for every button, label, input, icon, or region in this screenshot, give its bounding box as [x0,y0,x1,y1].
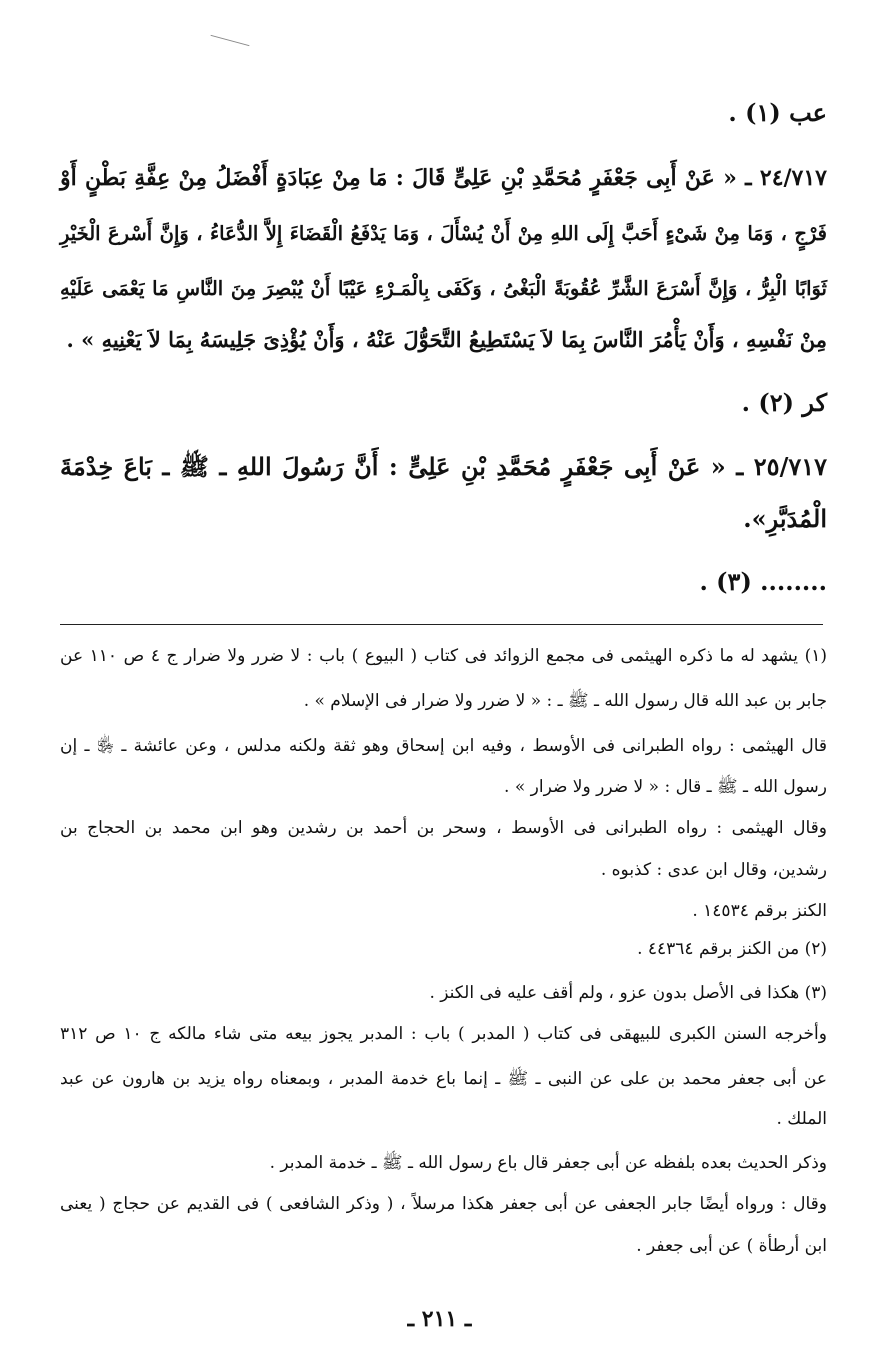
footnote-3-line-5: وذكر الحديث بعده بلفظه عن أبى جعفر قال باع رسول الله ـ ﷺ ـ خدمة المدبر . [269,1153,827,1173]
footnote-2-line-1: (٢) من الكنز برقم ٤٤٣٦٤ . [637,939,827,959]
footnote-3-line-3: عن أبى جعفر محمد بن على عن النبى ـ ﷺ ـ إنما باع خدمة المدبر ، وبمعناه رواه يزيد بن هارون عن عبد [60,1069,827,1089]
footnote-1-line-3: قال الهيثمى : رواه الطبرانى فى الأوسط ، وفيه ابن إسحاق وهو ثقة ولكنه مدلس ، وعن عائشة ـ ﵂ ـ إن [60,736,827,756]
hadith-25-line-2: الْمُدَبَّرِ». [743,504,827,533]
source-ref-3: ........ (٣) . [699,567,827,596]
footnote-1-line-4: رسول الله ـ ﷺ ـ قال : « لا ضرر ولا ضرار » . [504,777,827,797]
footnote-1-line-6: رشدين، وقال ابن عدى : كذبوه . [600,860,827,880]
source-ref-1: عب (١) . [728,98,827,127]
footnote-3-line-2: وأخرجه السنن الكبرى للبيهقى فى كتاب ( المدبر ) باب : المدبر يجوز بيعه متى شاء مالكه ج ١٠ ص ٣١٢ [60,1024,827,1044]
footnote-1-line-5: وقال الهيثمى : رواه الطبرانى فى الأوسط ، وسحر بن أحمد بن رشدين وهو ابن محمد بن الحجاج بن [60,818,827,838]
source-ref-2: كر (٢) . [741,388,827,417]
page-number: ـ ٢١١ ـ [407,1306,472,1332]
footnote-3-line-7: ابن أرطأة ) عن أبى جعفر . [636,1236,827,1256]
hadith-24-line-4: مِنْ نَفْسِهِ ، وَأَنْ يَأْمُرَ النَّاسَ بِمَا لاَ يَسْتَطِيعُ التَّحَوُّلَ عَنْهُ ، وَأَنْ يُؤْذِىَ جَلِيسَهُ بِمَا لاَ يَعْنِيهِ » . [66,327,827,352]
footnote-3-line-1: (٣) هكذا فى الأصل بدون عزو ، ولم أقف عليه فى الكنز . [429,983,827,1003]
footnote-3-line-4: الملك . [776,1109,827,1129]
footnote-1-line-7: الكنز برقم ١٤٥٣٤ . [692,901,827,921]
hadith-24-line-2: فَرْجٍ ، وَمَا مِنْ شَىْءٍ أَحَبَّ إِلَى اللهِ مِنْ أَنْ يُسْأَلَ ، وَمَا يَدْفَعُ الْقَضَاءَ إِلاَّ الدُّعَاءُ ، وَإِنَّ أَسْرعَ الْخَيْرِ [60,222,827,245]
hadith-25-line-1: ٢٥/٧١٧ ـ « عَنْ أَبِى جَعْفَرٍ مُحَمَّدِ بْنِ عَلِىٍّ : أَنَّ رَسُولَ اللهِ ـ ﷺ ـ بَاعَ خِدْمَةَ [60,452,827,481]
footnote-separator [60,624,823,625]
footnote-1-line-1: (١) يشهد له ما ذكره الهيثمى فى مجمع الزوائد فى كتاب ( البيوع ) باب : لا ضرر ولا ضرار ج ٤ ص ١١٠ عن [60,646,827,666]
footnote-3-line-6: وقال : ورواه أيضًا جابر الجعفى عن أبى جعفر هكذا مرسلاً ، ( وذكر الشافعى ) فى القديم عن حجاج ( يعنى [60,1194,827,1214]
footnote-1-line-2: جابر بن عبد الله قال رسول الله ـ ﷺ ـ : « لا ضرر ولا ضرار فى الإسلام » . [303,691,827,711]
hadith-24-line-1: ٢٤/٧١٧ ـ « عَنْ أَبِى جَعْفَرٍ مُحَمَّدِ بْنِ عَلِىٍّ قَالَ : مَا مِنْ عِبَادَةٍ أَفْضَلُ مِنْ عِفَّةِ بَطْنٍ أَوْ [60,165,827,191]
hadith-24-line-3: ثَوَابًا الْبِرُّ ، وَإِنَّ أَسْرَعَ الشَّرِّ عُقُوبَةً الْبَغْىُ ، وَكَفَى بِالْمَـرْءِ عَيْبًا أَنْ يُبْصِرَ مِنَ النَّاسِ مَا يَعْمَى عَلَيْهِ [60,277,827,300]
scan-mark [211,35,250,46]
